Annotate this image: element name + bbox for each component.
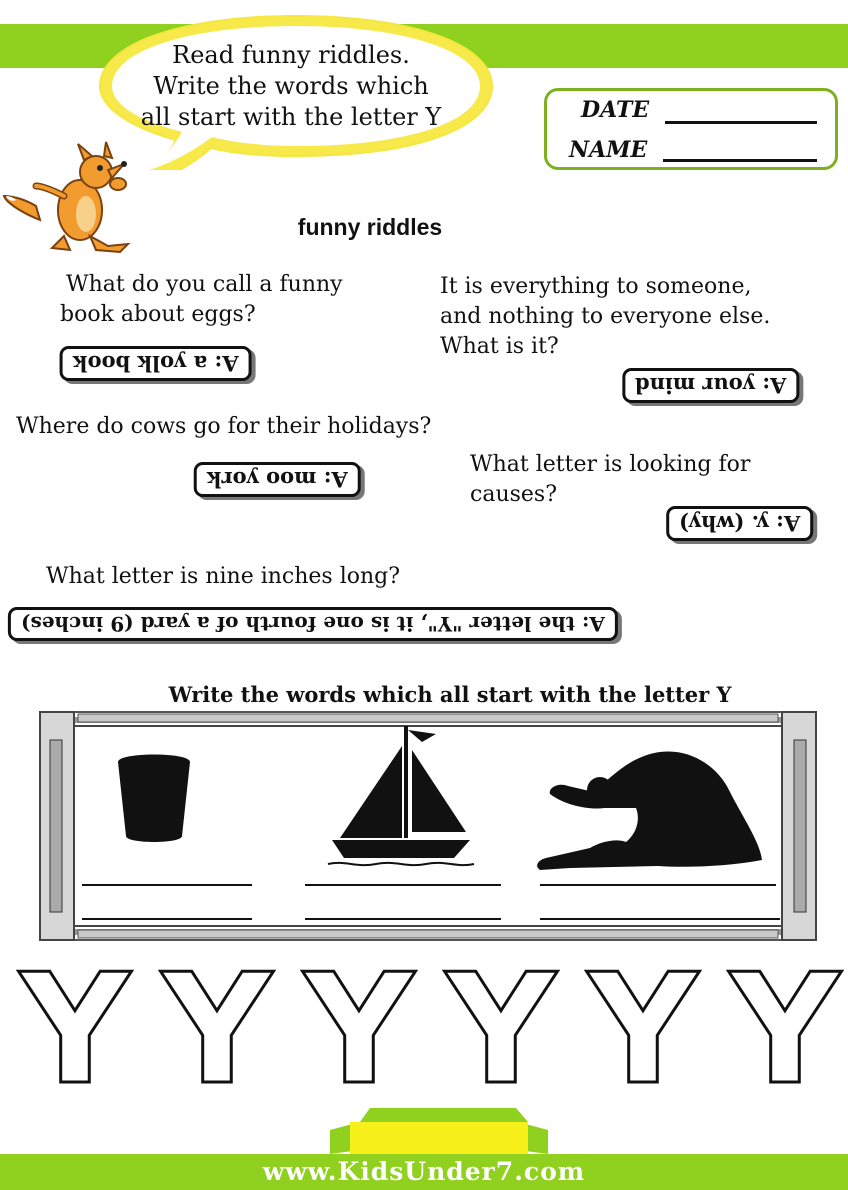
svg-text:Y: Y (19, 962, 131, 1092)
svg-text:Y: Y (729, 962, 841, 1092)
riddle-question (60, 270, 380, 330)
yoga-pose-icon (530, 742, 766, 874)
cup-icon (112, 748, 196, 848)
tracing-letter (16, 962, 134, 1092)
tracing-letter (442, 962, 560, 1092)
svg-text:Y: Y (161, 962, 273, 1092)
instruction-line: Write the words which (153, 72, 429, 100)
riddle-answer: A: y. (why) (666, 506, 813, 541)
riddle-question-line: What is it? (440, 334, 559, 359)
instruction-line: Read funny riddles. (172, 41, 410, 69)
yacht-icon (326, 720, 476, 870)
writing-line[interactable] (305, 918, 501, 920)
writing-line[interactable] (305, 884, 501, 886)
footer-ribbon (326, 1100, 552, 1156)
name-label: NAME (569, 137, 648, 163)
writing-line[interactable] (82, 918, 252, 920)
tracing-letter (158, 962, 276, 1092)
instructions (126, 40, 456, 133)
writing-line[interactable] (82, 884, 252, 886)
riddle-answer: A: your mind (622, 368, 799, 403)
date-field[interactable] (665, 121, 817, 124)
riddle-answer: A: a yolk book (60, 346, 252, 381)
svg-text:Y: Y (303, 962, 415, 1092)
writing-line[interactable] (540, 918, 780, 920)
riddle-question-line: and nothing to everyone else. (440, 304, 771, 329)
riddle-question: Where do cows go for their holidays? (16, 414, 432, 439)
name-field[interactable] (663, 159, 817, 162)
instruction-line: all start with the letter Y (140, 103, 442, 131)
writing-line[interactable] (540, 884, 776, 886)
website-link[interactable]: www.KidsUnder7.com (262, 1157, 586, 1186)
tracing-letter (726, 962, 844, 1092)
page-title: funny riddles (297, 214, 443, 240)
riddle-question: What letter is looking for causes? (470, 452, 751, 507)
riddle-answer: A: the letter "Y", it is one fourth of a yard (9 inches) (8, 607, 618, 641)
fox-icon (0, 140, 150, 260)
date-label: DATE (581, 97, 650, 123)
tracing-letter (584, 962, 702, 1092)
svg-text:Y: Y (587, 962, 699, 1092)
riddle-question (440, 272, 820, 362)
riddle-question: What letter is nine inches long? (46, 564, 401, 589)
riddle-answer: A: moo york (194, 462, 361, 497)
section-title: Write the words which all start with the letter Y (168, 682, 732, 707)
svg-text:Y: Y (445, 962, 557, 1092)
date-name-box (544, 88, 838, 170)
riddle-question-line: It is everything to someone, (440, 274, 752, 299)
riddle-question-line: What do you call a funny (66, 272, 343, 297)
tracing-letter (300, 962, 418, 1092)
riddle-question-line: book about eggs? (60, 302, 256, 327)
